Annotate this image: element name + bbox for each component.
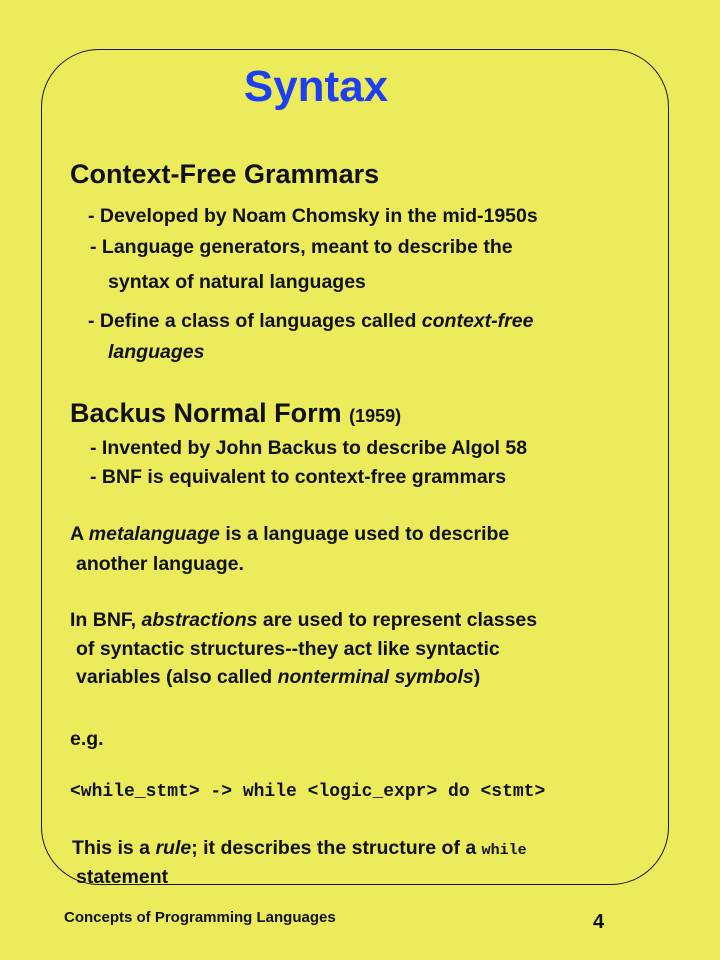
rule-term: rule bbox=[155, 837, 192, 859]
cfg-heading: Context-Free Grammars bbox=[70, 159, 380, 189]
cfg-bullet-1: - Developed by Noam Chomsky in the mid-1950s bbox=[88, 205, 538, 227]
cfg-bullet-3-term-2: languages bbox=[108, 341, 205, 363]
cfg-bullet-3-term: context-free bbox=[421, 310, 534, 332]
metalanguage-line-2: another language. bbox=[76, 553, 244, 575]
abstractions-rest: are used to represent classes bbox=[257, 609, 538, 631]
cfg-bullet-3-line-2 bbox=[108, 341, 204, 364]
abstractions-pre: In BNF, bbox=[70, 609, 142, 631]
example-rule-code: <while_stmt> -> while <logic_expr> do <stmt> bbox=[70, 782, 546, 802]
abstractions-line-3 bbox=[76, 666, 480, 689]
slide-title: Syntax bbox=[243, 62, 389, 111]
rule-mid: ; it describes the structure of a bbox=[191, 837, 482, 859]
abstractions-line-3-pre: variables (also called bbox=[76, 666, 278, 688]
metalanguage-term: metalanguage bbox=[88, 523, 220, 545]
cfg-bullet-2-line-1: - Language generators, meant to describe the bbox=[90, 236, 513, 258]
rule-line-1 bbox=[72, 837, 527, 860]
rule-code: while bbox=[481, 842, 527, 859]
abstractions-line-1 bbox=[70, 609, 537, 632]
bnf-heading-text: Backus Normal Form bbox=[70, 398, 342, 428]
abstractions-term: abstractions bbox=[141, 609, 258, 631]
rule-line-2: statement bbox=[76, 866, 169, 888]
abstractions-line-3-term: nonterminal symbols bbox=[277, 666, 474, 688]
page-number: 4 bbox=[593, 911, 605, 933]
metalanguage-line-1 bbox=[70, 523, 509, 546]
metalanguage-rest: is a language used to describe bbox=[219, 523, 510, 545]
bnf-heading bbox=[70, 398, 401, 429]
cfg-bullet-3-prefix: - Define a class of languages called bbox=[88, 310, 422, 332]
example-label: e.g. bbox=[70, 728, 104, 750]
metalanguage-a: A bbox=[70, 523, 89, 545]
footer-course-title: Concepts of Programming Languages bbox=[64, 909, 336, 926]
rule-pre: This is a bbox=[72, 837, 156, 859]
bnf-bullet-2: - BNF is equivalent to context-free grammars bbox=[90, 466, 507, 488]
cfg-bullet-3-line-1 bbox=[88, 310, 533, 333]
abstractions-line-2: of syntactic structures--they act like syntactic bbox=[76, 638, 500, 660]
bnf-year: (1959) bbox=[349, 406, 402, 426]
abstractions-line-3-post: ) bbox=[473, 666, 481, 688]
bnf-bullet-1: - Invented by John Backus to describe Algol 58 bbox=[90, 437, 528, 459]
cfg-bullet-2-line-2: syntax of natural languages bbox=[108, 271, 366, 293]
